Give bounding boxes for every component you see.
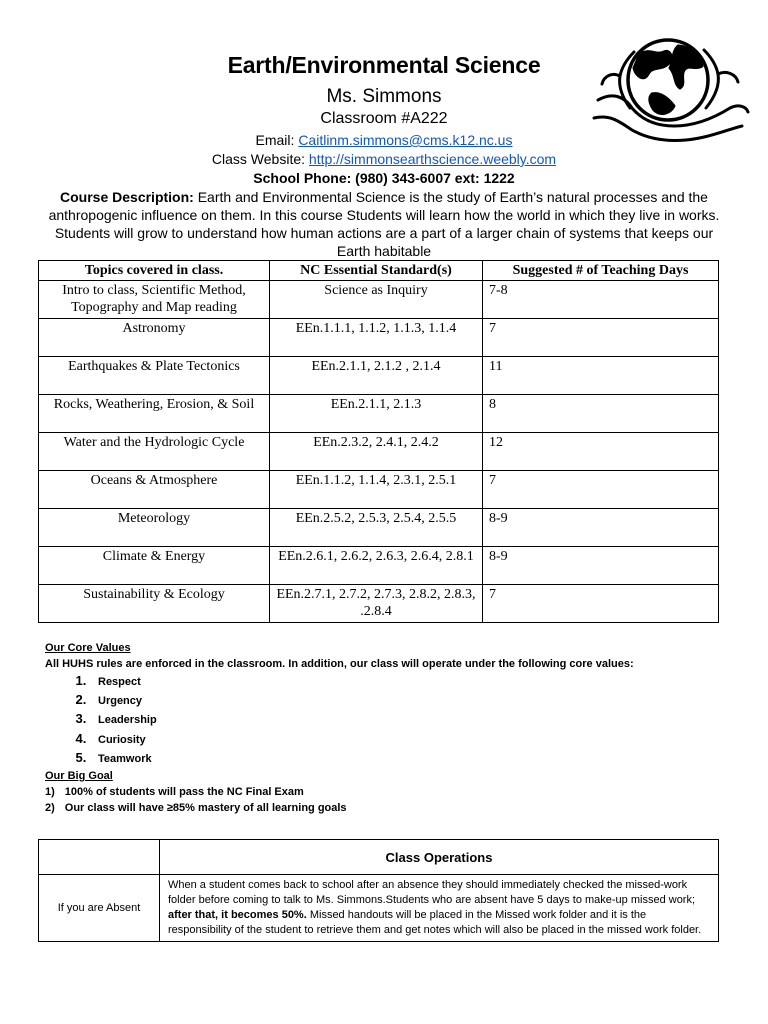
- days-cell: 7: [483, 585, 719, 623]
- standard-cell: EEn.2.5.2, 2.5.3, 2.5.4, 2.5.5: [270, 509, 483, 547]
- standard-cell: EEn.2.1.1, 2.1.2 , 2.1.4: [270, 357, 483, 395]
- classroom-number: Classroom #A222: [320, 110, 448, 127]
- topics-header: Topics covered in class.: [39, 261, 270, 281]
- topic-cell: Climate & Energy: [39, 547, 270, 585]
- core-values-section: [45, 640, 634, 816]
- topics-table: [38, 260, 719, 623]
- list-item: 4. Curiosity: [90, 730, 634, 749]
- table-row: [39, 319, 719, 357]
- days-cell: 12: [483, 433, 719, 471]
- days-cell: 8-9: [483, 547, 719, 585]
- absent-policy: [160, 875, 719, 942]
- email-link[interactable]: Caitlinm.simmons@cms.k12.nc.us: [298, 132, 513, 148]
- class-operations-table: [38, 839, 719, 942]
- absent-label: If you are Absent: [39, 875, 160, 942]
- big-goal-number: 1): [45, 786, 55, 799]
- absent-policy-penalty: after that, it becomes 50%.: [168, 909, 307, 921]
- topic-cell: Sustainability & Ecology: [39, 585, 270, 623]
- standard-cell: EEn.2.7.1, 2.7.2, 2.7.3, 2.8.2, 2.8.3, .2.8.4: [270, 585, 483, 623]
- topic-cell: Intro to class, Scientific Method, Topography and Map reading: [39, 281, 270, 319]
- absent-policy-text-continued: Missed handouts will be placed in the Missed work folder and it is the responsibility of the student to retrieve them and get notes which will also be placed in the missed work folder.: [168, 909, 702, 936]
- topic-cell: Water and the Hydrologic Cycle: [39, 433, 270, 471]
- course-description-label: Course Description:: [60, 189, 194, 205]
- website-link[interactable]: http://simmonsearthscience.weebly.com: [308, 151, 557, 167]
- standards-header: NC Essential Standard(s): [270, 261, 483, 281]
- standard-cell: EEn.2.3.2, 2.4.1, 2.4.2: [270, 433, 483, 471]
- website-line: [0, 151, 768, 167]
- topic-cell: Rocks, Weathering, Erosion, & Soil: [39, 395, 270, 433]
- table-row: [39, 357, 719, 395]
- days-cell: 7: [483, 319, 719, 357]
- class-operations-header-row: [39, 840, 719, 875]
- topic-cell: Meteorology: [39, 509, 270, 547]
- course-description: [45, 188, 723, 260]
- big-goal-item: [45, 784, 634, 800]
- list-item: 2. Urgency: [90, 691, 634, 710]
- email-line: [0, 132, 768, 148]
- standard-cell: EEn.1.1.1, 1.1.2, 1.1.3, 1.1.4: [270, 319, 483, 357]
- topic-cell: Oceans & Atmosphere: [39, 471, 270, 509]
- big-goal-text: Our class will have ≥85% mastery of all learning goals: [64, 802, 347, 815]
- table-row: [39, 509, 719, 547]
- days-cell: 7: [483, 471, 719, 509]
- list-item: 1. Respect: [90, 672, 634, 691]
- topics-table-header-row: [39, 261, 719, 281]
- standard-cell: EEn.1.1.2, 1.1.4, 2.3.1, 2.5.1: [270, 471, 483, 509]
- core-values-heading: Our Core Values: [45, 642, 131, 654]
- empty-header-cell: [39, 840, 160, 875]
- class-operations-header: Class Operations: [160, 840, 719, 875]
- big-goal-number: 2): [45, 802, 55, 815]
- list-item: 5. Teamwork: [90, 749, 634, 768]
- teaching-days-header: Suggested # of Teaching Days: [483, 261, 719, 281]
- days-cell: 11: [483, 357, 719, 395]
- topic-cell: Earthquakes & Plate Tectonics: [39, 357, 270, 395]
- table-row: [39, 875, 719, 942]
- core-values-list: [45, 672, 634, 768]
- core-values-intro: All HUHS rules are enforced in the classroom. In addition, our class will operate under the following core values:: [45, 658, 634, 670]
- standard-cell: EEn.2.1.1, 2.1.3: [270, 395, 483, 433]
- teacher-name: Ms. Simmons: [326, 86, 442, 107]
- list-item: 3. Leadership: [90, 710, 634, 729]
- topic-cell: Astronomy: [39, 319, 270, 357]
- school-phone: School Phone: (980) 343-6007 ext: 1222: [253, 170, 515, 186]
- big-goal-heading: Our Big Goal: [45, 770, 113, 783]
- email-label: Email:: [255, 132, 299, 148]
- course-description-text: Earth and Environmental Science is the study of Earth’s natural processes and the anthropogenic influence on them. In this course Students will learn how the world in which they live in works. Students will grow to understand how human actions are a part of a larger chain of systems that keeps our Earth habitable: [48, 189, 720, 259]
- standard-cell: EEn.2.6.1, 2.6.2, 2.6.3, 2.6.4, 2.8.1: [270, 547, 483, 585]
- table-row: [39, 585, 719, 623]
- days-cell: 8: [483, 395, 719, 433]
- table-row: [39, 281, 719, 319]
- table-row: [39, 395, 719, 433]
- table-row: [39, 471, 719, 509]
- table-row: [39, 433, 719, 471]
- big-goal-item: [45, 800, 634, 816]
- page-title: Earth/Environmental Science: [227, 52, 541, 78]
- website-label: Class Website:: [211, 151, 309, 167]
- standard-cell: Science as Inquiry: [270, 281, 483, 319]
- absent-policy-text: When a student comes back to school after an absence they should immediately checked the missed-work folder before coming to talk to Ms. Simmons.Students who are absent have 5 days to make-up missed work;: [168, 879, 696, 906]
- days-cell: 7-8: [483, 281, 719, 319]
- big-goal-text: 100% of students will pass the NC Final Exam: [64, 786, 304, 799]
- days-cell: 8-9: [483, 509, 719, 547]
- table-row: [39, 547, 719, 585]
